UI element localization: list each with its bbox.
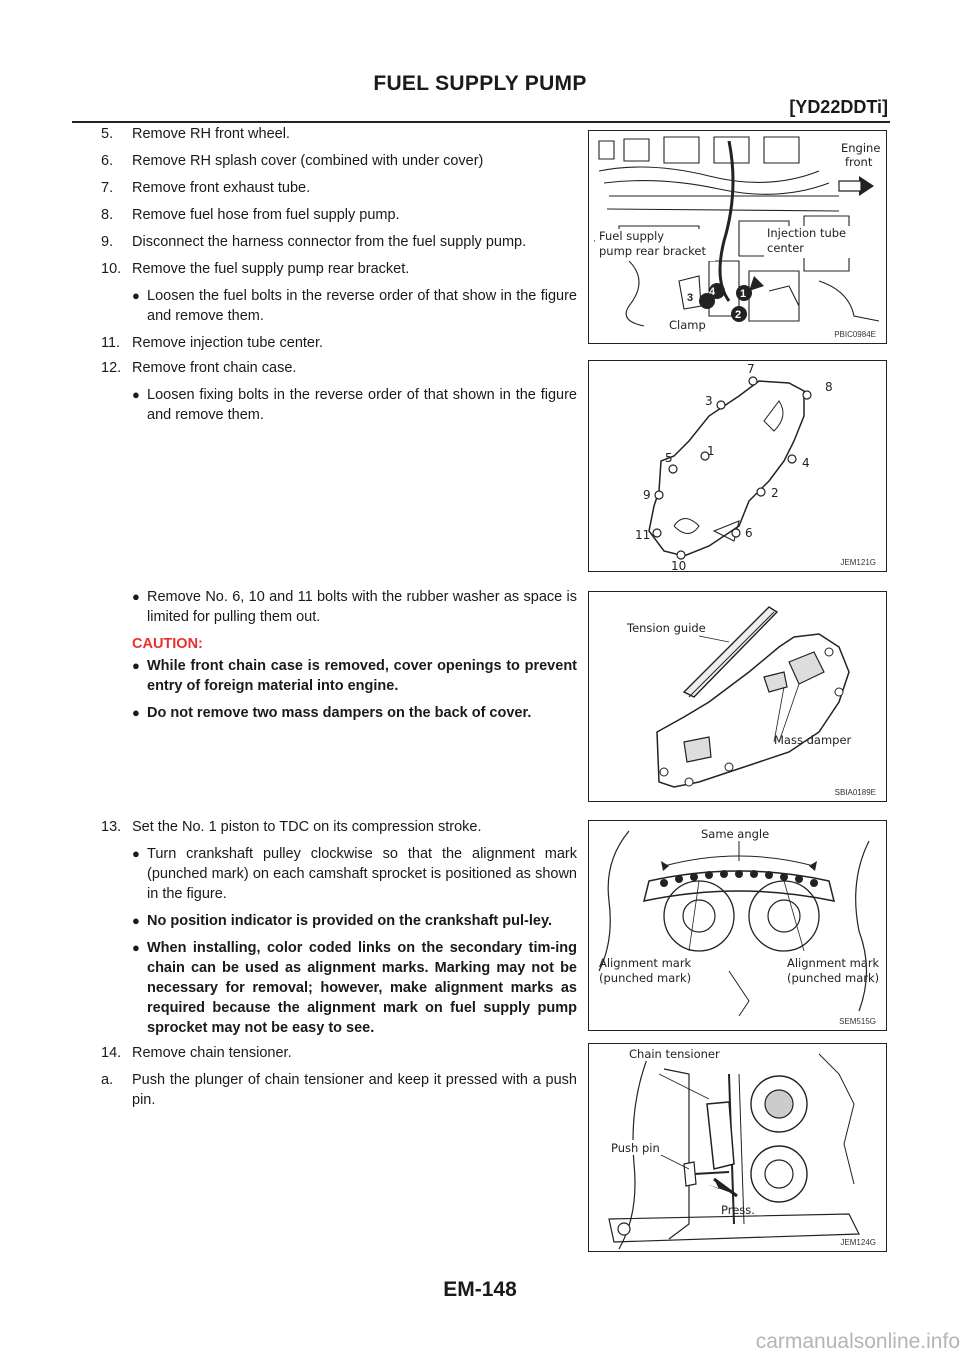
figure-code: SBIA0189E	[834, 788, 876, 797]
bolt-number-7: 7	[747, 362, 755, 376]
bolt-number-2: 2	[771, 486, 779, 500]
punched-mark-left-label: (punched mark)	[599, 971, 692, 985]
figure-tension-guide-mass-damper	[588, 591, 887, 802]
bullet-icon: ●	[132, 913, 140, 928]
caution-label: CAUTION:	[132, 636, 203, 652]
camshaft-sprockets-illustration	[589, 821, 887, 1031]
section-4	[101, 817, 577, 1045]
chain-tensioner-label: Chain tensioner	[629, 1047, 720, 1061]
punched-mark-right-label: (punched mark)	[787, 971, 880, 985]
bullet-turn-crankshaft: ● Turn crankshaft pulley clockwise so that the alignment mark (punched mark) on each camshaft sprocket is positioned as shown in the figure.	[132, 846, 577, 902]
section-2	[101, 358, 577, 432]
step-9: 9. Disconnect the harness connector from the fuel supply pump.	[101, 234, 527, 250]
chain-case-illustration	[589, 361, 887, 572]
tension-guide-label: Tension guide	[627, 621, 706, 635]
bullet-icon: ●	[132, 288, 140, 303]
bullet-icon: ●	[132, 387, 140, 402]
bolt-1-label: 1	[740, 288, 747, 300]
header-divider	[72, 121, 890, 123]
rear-bracket-label: pump rear bracket	[599, 244, 706, 258]
bolt-number-9: 9	[643, 488, 651, 502]
section-5	[101, 1043, 577, 1117]
figure-chain-tensioner	[588, 1043, 887, 1252]
bullet-loosen-fixing-bolts: ● Loosen fixing bolts in the reverse order of that shown in the figure and remove them.	[132, 387, 577, 423]
bolt-number-11: 11	[635, 528, 651, 542]
caution-item: ● Do not remove two mass dampers on the back of cover.	[132, 705, 532, 721]
figure-code: JEM124G	[840, 1238, 876, 1247]
engine-label: Engine	[841, 141, 881, 155]
bolt-number-4: 4	[802, 456, 810, 470]
caution-item: ● While front chain case is removed, cover openings to prevent entry of foreign material into engine.	[132, 658, 577, 694]
injection-tube-label: Injection tube	[767, 226, 847, 240]
press-label: Press.	[721, 1203, 755, 1217]
step-13: 13. Set the No. 1 piston to TDC on its compression stroke.	[101, 819, 482, 835]
section-3	[101, 587, 577, 730]
bolt-4-label: 4	[709, 286, 716, 298]
section-1	[101, 124, 577, 360]
bullet-color-coded-links: ● When installing, color coded links on the secondary tim-ing chain can be used as alignment marks. Marking may not be necessary for removal; however, make alignment marks as required because the alignment mark on fuel supply pump sprocket may not be easy to see.	[132, 940, 577, 1036]
chain-case-back-illustration	[589, 592, 887, 802]
bolt-2-label: 2	[735, 309, 742, 321]
front-label: front	[845, 155, 873, 169]
figure-front-chain-case-bolts	[588, 360, 887, 572]
page-title: FUEL SUPPLY PUMP	[373, 72, 587, 95]
bullet-no-position-indicator: ● No position indicator is provided on the crankshaft pul-ley.	[132, 913, 552, 929]
bullet-icon: ●	[132, 658, 140, 673]
step-14: 14. Remove chain tensioner.	[101, 1045, 292, 1061]
step-11: 11. Remove injection tube center.	[101, 335, 324, 351]
mass-damper-label: Mass damper	[774, 733, 852, 747]
step-7: 7. Remove front exhaust tube.	[101, 180, 311, 196]
substep-a: a. Push the plunger of chain tensioner and keep it pressed with a push pin.	[101, 1072, 577, 1108]
page-number: EM-148	[443, 1278, 517, 1301]
bolt-number-1: 1	[707, 444, 715, 458]
same-angle-label: Same angle	[701, 827, 770, 841]
step-6: 6. Remove RH splash cover (combined with under cover)	[101, 153, 484, 169]
bolt-number-8: 8	[825, 380, 833, 394]
figure-code: JEM121G	[840, 558, 876, 567]
step-12: 12. Remove front chain case.	[101, 360, 297, 376]
bullet-icon: ●	[132, 705, 140, 720]
bolt-number-5: 5	[665, 451, 673, 465]
bullet-remove-bolts: ● Remove No. 6, 10 and 11 bolts with the rubber washer as space is limited for pulling them out.	[132, 589, 577, 625]
figure-alignment-marks	[588, 820, 887, 1031]
fuel-supply-label: Fuel supply	[599, 229, 665, 243]
alignment-mark-right-label: Alignment mark	[787, 956, 880, 970]
alignment-mark-left-label: Alignment mark	[599, 956, 692, 970]
figure-fuel-pump-rear-bracket	[588, 130, 887, 344]
step-10: 10. Remove the fuel supply pump rear bracket.	[101, 261, 410, 277]
watermark[interactable]: carmanualsonline.info	[755, 1330, 960, 1353]
bullet-loosen-fuel-bolts: ● Loosen the fuel bolts in the reverse order of that show in the figure and remove them.	[132, 288, 577, 324]
injection-center-label: center	[767, 241, 804, 255]
bolt-number-10: 10	[671, 559, 687, 572]
bullet-icon: ●	[132, 589, 140, 604]
bolt-number-3: 3	[705, 394, 713, 408]
step-8: 8. Remove fuel hose from fuel supply pump.	[101, 207, 400, 223]
clamp-label: Clamp	[669, 318, 706, 332]
push-pin-label: Push pin	[611, 1141, 660, 1155]
bullet-icon: ●	[132, 846, 140, 861]
fuel-pump-illustration	[589, 131, 887, 344]
engine-code: [YD22DDTi]	[789, 97, 888, 117]
step-5: 5. Remove RH front wheel.	[101, 126, 290, 142]
figure-code: PBIC0984E	[834, 330, 876, 339]
chain-tensioner-illustration	[589, 1044, 887, 1252]
bullet-icon: ●	[132, 940, 140, 955]
bolt-number-6: 6	[745, 526, 753, 540]
bolt-3-label: 3	[687, 292, 694, 304]
figure-code: SEM515G	[839, 1017, 876, 1026]
